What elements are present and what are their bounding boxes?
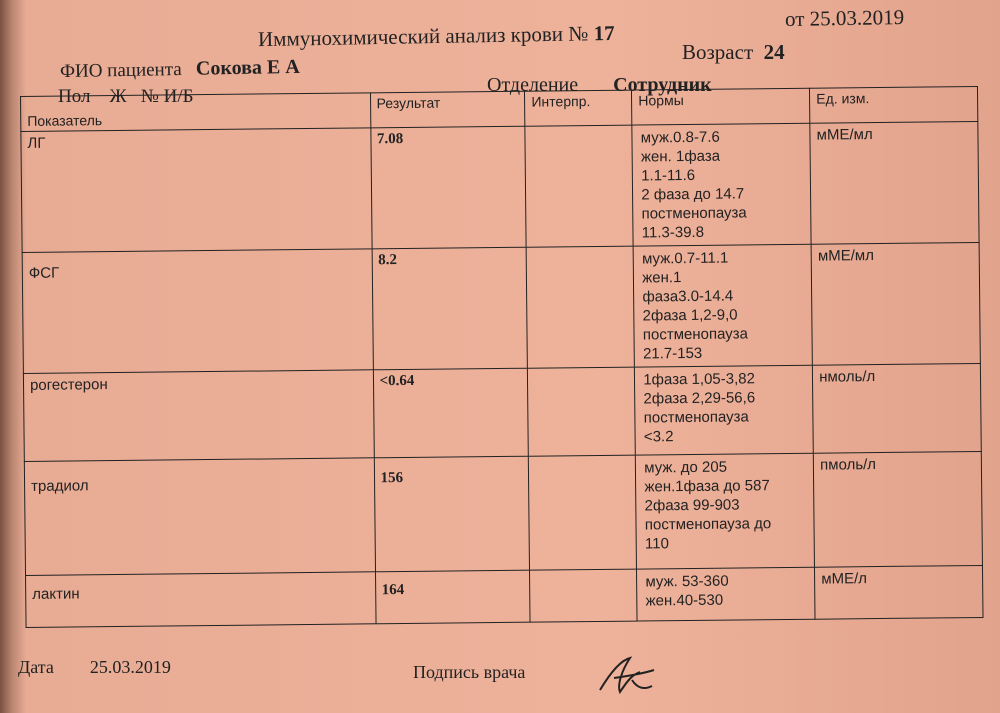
- norm-line: 1.1-11.6: [641, 166, 696, 185]
- table-row: [26, 565, 983, 627]
- sex-label: Пол: [58, 86, 91, 107]
- unit: мМЕ/л: [815, 565, 983, 619]
- parameter-name: лактин: [26, 572, 376, 628]
- unit: мМЕ/мл: [810, 121, 979, 244]
- interpretation: [525, 125, 633, 247]
- department-label: Отделение: [487, 74, 579, 96]
- footer-date: [18, 657, 171, 678]
- analysis-number: 17: [593, 20, 615, 46]
- result-value: 7.08: [370, 126, 526, 249]
- norm-line: постменопауза: [643, 408, 749, 427]
- patient-label: ФИО пациента: [59, 58, 182, 83]
- norm-line: жен.40-530: [645, 591, 724, 610]
- norm-line: 110: [644, 535, 670, 553]
- norm-line: 2фаза 1,2-9,0: [642, 306, 738, 325]
- norms: [635, 365, 814, 455]
- column-header: Ед. изм.: [810, 86, 978, 123]
- column-header: Показатель: [21, 93, 371, 132]
- parameter-name: рогестерон: [23, 370, 373, 462]
- age-label: Возраст: [682, 40, 754, 64]
- column-header: Результат: [370, 91, 525, 128]
- parameter-name: ФСГ: [22, 249, 373, 374]
- result-value: <0.64: [373, 368, 529, 458]
- ib-label: № И/Б: [140, 86, 194, 107]
- column-header: Интерпр.: [525, 90, 632, 126]
- signature-label: Подпись врача: [413, 662, 526, 682]
- interpretation: [528, 367, 636, 456]
- results-table: [20, 86, 984, 628]
- norm-line: 1фаза 1,05-3,82: [643, 370, 756, 389]
- table-row: [23, 363, 981, 461]
- document-title: [258, 21, 615, 52]
- table-row: [24, 451, 982, 575]
- signature-icon: [592, 650, 662, 700]
- norms: [633, 244, 812, 367]
- interpretation: [529, 455, 637, 570]
- patient-field: [60, 56, 300, 83]
- table-row: [21, 121, 979, 252]
- norm-line: <3.2: [643, 428, 674, 446]
- result-value: 8.2: [372, 247, 528, 370]
- norm-line: 2фаза 2,29-56,6: [643, 389, 756, 408]
- parameter-name: ЛГ: [21, 128, 372, 253]
- norm-line: муж. до 205: [644, 458, 728, 477]
- norm-line: 2 фаза до 14.7: [641, 185, 745, 204]
- unit: мМЕ/мл: [811, 242, 980, 365]
- norm-line: 2фаза 99-903: [644, 496, 740, 515]
- result-value: 164: [375, 570, 530, 624]
- table-row: [22, 242, 980, 373]
- age-value: 24: [763, 40, 785, 64]
- norm-line: фаза3.0-14.4: [642, 287, 734, 306]
- norm-line: постменопауза: [641, 204, 747, 223]
- date-label: Дата: [18, 657, 54, 677]
- column-header: Нормы: [632, 88, 810, 125]
- norm-line: муж.0.7-11.1: [641, 249, 729, 268]
- age-field: [682, 40, 785, 65]
- analysis-date: от 25.03.2019: [784, 4, 905, 32]
- department-value: Сотрудник: [613, 74, 712, 96]
- sex-value: Ж: [109, 86, 127, 107]
- norm-line: жен. 1фаза: [640, 147, 721, 166]
- interpretation: [530, 569, 637, 622]
- interpretation: [526, 246, 634, 368]
- norms: [637, 567, 815, 621]
- unit: нмоль/л: [813, 363, 982, 453]
- norm-line: постменопауза до: [644, 515, 772, 534]
- norms: [636, 453, 815, 569]
- unit: пмоль/л: [813, 451, 982, 567]
- norm-line: 11.3-39.8: [641, 223, 705, 242]
- patient-name: Сокова Е А: [195, 55, 300, 80]
- title-text: Иммунохимический анализ крови: [257, 21, 564, 52]
- norm-line: жен.1фаза до 587: [644, 477, 770, 496]
- number-label: №: [568, 21, 589, 46]
- norm-line: муж. 53-360: [645, 572, 729, 591]
- result-value: 156: [374, 456, 530, 572]
- norms: [632, 123, 811, 246]
- norm-line: жен.1: [642, 269, 682, 287]
- date-value: 25.03.2019: [89, 657, 171, 677]
- parameter-name: традиол: [24, 458, 375, 576]
- norm-line: муж.0.8-7.6: [640, 128, 720, 147]
- norm-line: постменопауза: [642, 325, 749, 344]
- norm-line: 21.7-153: [642, 344, 703, 363]
